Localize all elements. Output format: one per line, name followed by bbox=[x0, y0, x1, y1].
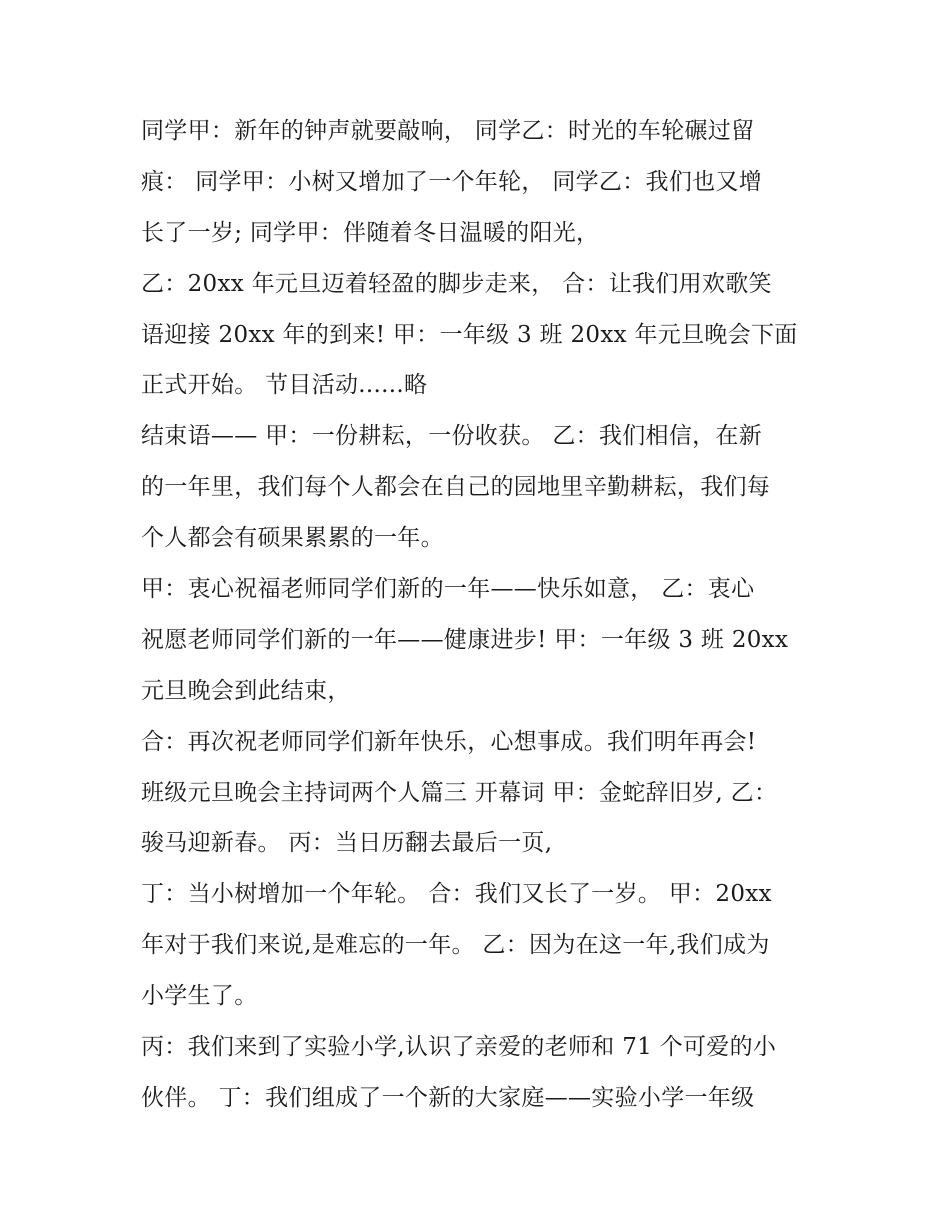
document-body bbox=[141, 109, 821, 1127]
text-line: 同学甲：新年的钟声就要敲响， 同学乙：时光的车轮碾过留 bbox=[141, 118, 755, 144]
text-line: 个人都会有硕果累累的一年。 bbox=[141, 525, 444, 552]
text-line: 班级元旦晚会主持词两个人篇三 开幕词 甲：金蛇辞旧岁, 乙： bbox=[141, 779, 778, 806]
text-line: 合：再次祝老师同学们新年快乐，心想事成。我们明年再会! bbox=[141, 728, 757, 755]
text-line: 伙伴。 丁：我们组成了一个新的大家庭——实验小学一年级 bbox=[141, 1084, 755, 1111]
text-line: 小学生了。 bbox=[141, 983, 258, 1010]
text-line: 丙：我们来到了实验小学,认识了亲爱的老师和 71 个可爱的小 bbox=[141, 1034, 777, 1061]
text-line: 语迎接 20xx 年的到来! 甲：一年级 3 班 20xx 年元旦晚会下面 bbox=[141, 321, 798, 348]
text-line: 痕： 同学甲：小树又增加了一个年轮， 同学乙：我们也又增 bbox=[141, 168, 763, 195]
text-line: 骏马迎新春。 丙：当日历翻去最后一页, bbox=[141, 830, 553, 857]
text-line: 乙：20xx 年元旦迈着轻盈的脚步走来， 合：让我们用欢歌笑 bbox=[141, 270, 772, 297]
text-line: 祝愿老师同学们新的一年——健康进步! 甲：一年级 3 班 20xx bbox=[141, 626, 789, 653]
text-line: 正式开始。 节目活动......略 bbox=[141, 372, 428, 399]
text-line: 元旦晚会到此结束， bbox=[141, 677, 351, 704]
text-line: 的一年里，我们每个人都会在自己的园地里辛勤耕耘，我们每 bbox=[141, 474, 771, 501]
text-line: 年对于我们来说,是难忘的一年。 乙：因为在这一年,我们成为 bbox=[141, 932, 770, 959]
text-line: 长了一岁; 同学甲：伴随着冬日温暖的阳光， bbox=[141, 219, 600, 246]
text-line: 丁：当小树增加一个年轮。 合：我们又长了一岁。 甲：20xx bbox=[141, 881, 772, 908]
text-line: 结束语—— 甲：一份耕耘，一份收获。 乙：我们相信，在新 bbox=[141, 423, 763, 450]
text-line: 甲：衷心祝福老师同学们新的一年——快乐如意， 乙：衷心 bbox=[141, 576, 755, 603]
